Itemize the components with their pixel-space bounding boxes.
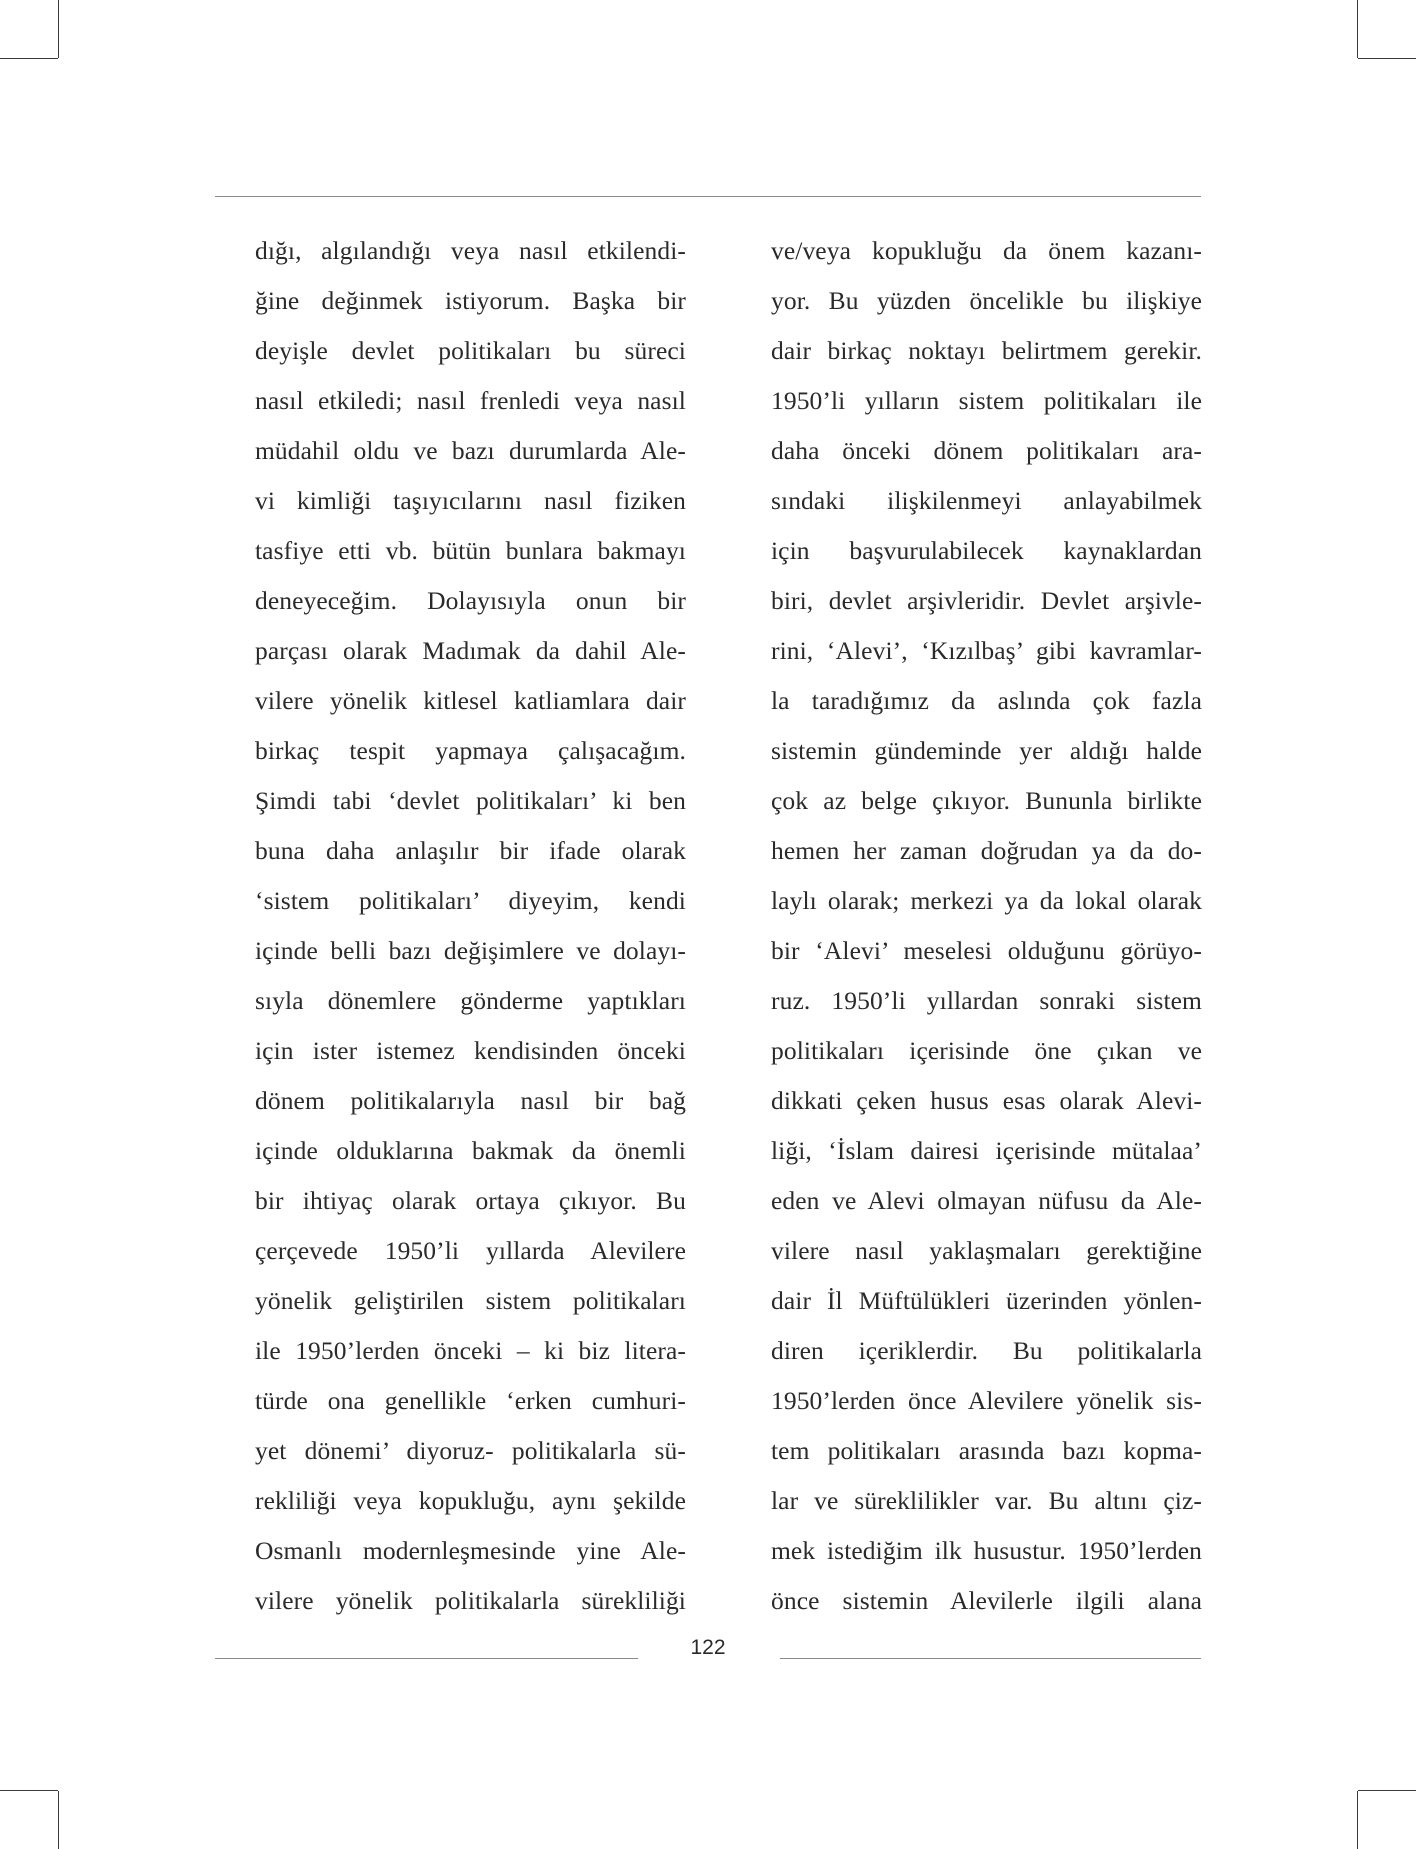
text-line: vilere yönelik politikalarla sürekliliği <box>255 1586 686 1615</box>
text-line: türde ona genellikle ‘erken cumhuri- <box>255 1386 686 1415</box>
text-line: rini, ‘Alevi’, ‘Kızılbaş’ gibi kavramlar- <box>771 636 1202 665</box>
header-rule <box>215 196 1201 197</box>
text-line: nasıl etkiledi; nasıl frenledi veya nasıl <box>255 386 686 415</box>
text-line: buna daha anlaşılır bir ifade olarak <box>255 836 686 865</box>
text-line: dığı, algılandığı veya nasıl etkilendi- <box>255 236 686 265</box>
text-line: sındaki ilişkilenmeyi anlayabilmek <box>771 486 1202 515</box>
text-line: daha önceki dönem politikaları ara- <box>771 436 1202 465</box>
text-line: deneyeceğim. Dolayısıyla onun bir <box>255 586 686 615</box>
text-line: bir ihtiyaç olarak ortaya çıkıyor. Bu <box>255 1186 686 1215</box>
right-text-column <box>771 226 1202 1626</box>
left-text-column <box>255 226 686 1626</box>
text-line: birkaç tespit yapmaya çalışacağım. <box>255 736 686 765</box>
crop-mark-bottom-left <box>0 1790 58 1791</box>
text-line: eden ve Alevi olmayan nüfusu da Ale- <box>771 1186 1202 1215</box>
text-line: dikkati çeken husus esas olarak Alevi- <box>771 1086 1202 1115</box>
text-line: sıyla dönemlere gönderme yaptıkları <box>255 986 686 1015</box>
text-line: la taradığımız da aslında çok fazla <box>771 686 1202 715</box>
text-line: vilere nasıl yaklaşmaları gerektiğine <box>771 1236 1202 1265</box>
text-line: lar ve süreklilikler var. Bu altını çiz- <box>771 1486 1202 1515</box>
text-line: deyişle devlet politikaları bu süreci <box>255 336 686 365</box>
text-line: 1950’li yılların sistem politikaları ile <box>771 386 1202 415</box>
text-line: çerçevede 1950’li yıllarda Alevilere <box>255 1236 686 1265</box>
footer-rule-right <box>780 1658 1201 1659</box>
text-line: yönelik geliştirilen sistem politikaları <box>255 1286 686 1315</box>
text-line: yet dönemi’ diyoruz- politikalarla sü- <box>255 1436 686 1465</box>
text-line: dair birkaç noktayı belirtmem gerekir. <box>771 336 1202 365</box>
text-line: biri, devlet arşivleridir. Devlet arşivle- <box>771 586 1202 615</box>
text-line: ğine değinmek istiyorum. Başka bir <box>255 286 686 315</box>
text-line: Osmanlı modernleşmesinde yine Ale- <box>255 1536 686 1565</box>
text-line: liği, ‘İslam dairesi içerisinde mütalaa’ <box>771 1136 1202 1165</box>
text-line: içinde belli bazı değişimlere ve dolayı- <box>255 936 686 965</box>
crop-mark-top-right <box>1358 58 1416 59</box>
text-line: sistemin gündeminde yer aldığı halde <box>771 736 1202 765</box>
text-line: çok az belge çıkıyor. Bununla birlikte <box>771 786 1202 815</box>
footer-rule-left <box>215 1658 638 1659</box>
crop-mark-bottom-right <box>1357 1791 1358 1849</box>
text-line: politikaları içerisinde öne çıkan ve <box>771 1036 1202 1065</box>
page-number: 122 <box>690 1636 726 1659</box>
text-line: vilere yönelik kitlesel katliamlara dair <box>255 686 686 715</box>
text-line: bir ‘Alevi’ meselesi olduğunu görüyo- <box>771 936 1202 965</box>
text-line: önce sistemin Alevilerle ilgili alana <box>771 1586 1202 1615</box>
text-line: tasfiye etti vb. bütün bunlara bakmayı <box>255 536 686 565</box>
text-line: 1950’lerden önce Alevilere yönelik sis- <box>771 1386 1202 1415</box>
text-line: hemen her zaman doğrudan ya da do- <box>771 836 1202 865</box>
text-line: içinde olduklarına bakmak da önemli <box>255 1136 686 1165</box>
text-line: ruz. 1950’li yıllardan sonraki sistem <box>771 986 1202 1015</box>
text-line: dair İl Müftülükleri üzerinden yönlen- <box>771 1286 1202 1315</box>
crop-mark-top-right <box>1357 0 1358 58</box>
text-line: ve/veya kopukluğu da önem kazanı- <box>771 236 1202 265</box>
text-line: için başvurulabilecek kaynaklardan <box>771 536 1202 565</box>
text-line: ‘sistem politikaları’ diyeyim, kendi <box>255 886 686 915</box>
text-line: yor. Bu yüzden öncelikle bu ilişkiye <box>771 286 1202 315</box>
crop-mark-top-left <box>58 0 59 58</box>
text-line: parçası olarak Madımak da dahil Ale- <box>255 636 686 665</box>
text-line: dönem politikalarıyla nasıl bir bağ <box>255 1086 686 1115</box>
text-line: vi kimliği taşıyıcılarını nasıl fiziken <box>255 486 686 515</box>
text-line: müdahil oldu ve bazı durumlarda Ale- <box>255 436 686 465</box>
text-line: laylı olarak; merkezi ya da lokal olarak <box>771 886 1202 915</box>
text-line: ile 1950’lerden önceki – ki biz litera- <box>255 1336 686 1365</box>
crop-mark-top-left <box>0 58 58 59</box>
crop-mark-bottom-right <box>1358 1790 1416 1791</box>
text-line: rekliliği veya kopukluğu, aynı şekilde <box>255 1486 686 1515</box>
text-line: için ister istemez kendisinden önceki <box>255 1036 686 1065</box>
text-line: mek istediğim ilk husustur. 1950’lerden <box>771 1536 1202 1565</box>
text-line: diren içeriklerdir. Bu politikalarla <box>771 1336 1202 1365</box>
text-line: tem politikaları arasında bazı kopma- <box>771 1436 1202 1465</box>
crop-mark-bottom-left <box>58 1791 59 1849</box>
text-line: Şimdi tabi ‘devlet politikaları’ ki ben <box>255 786 686 815</box>
